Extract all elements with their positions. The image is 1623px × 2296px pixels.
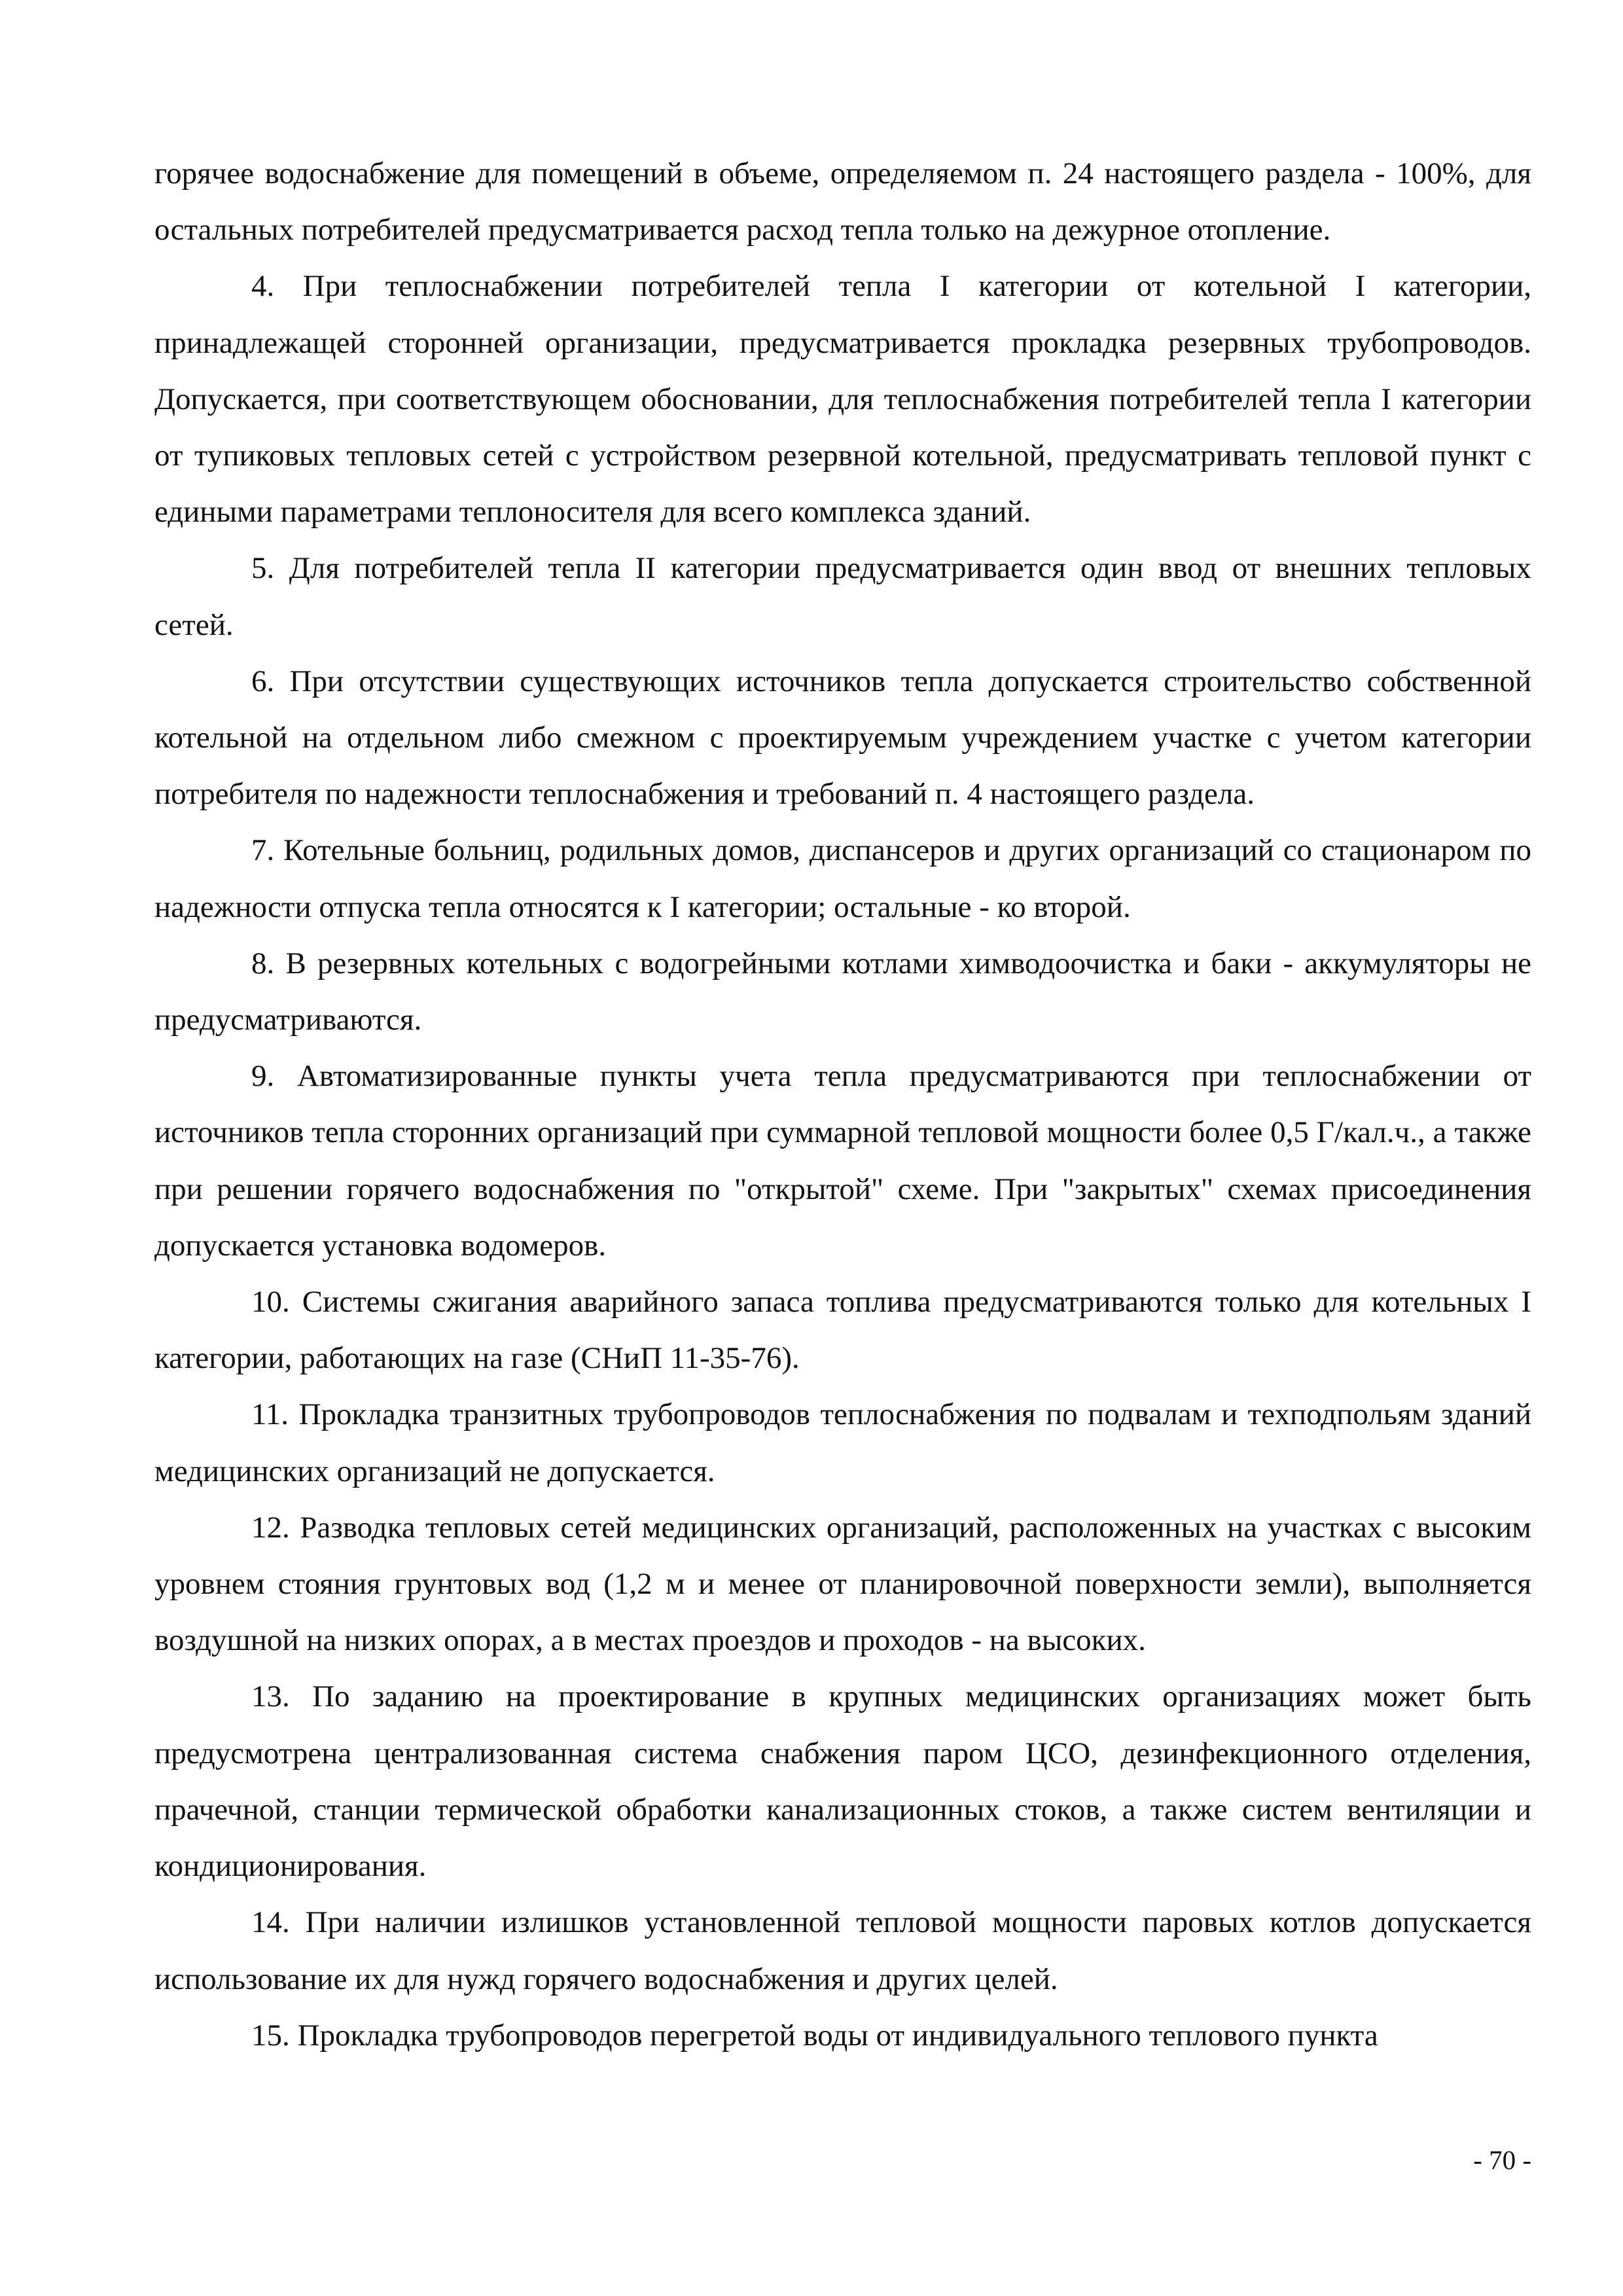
paragraph-item-12: 12. Разводка тепловых сетей медицинских организаций, расположенных на участках с высоким уровнем стояния грунтовых вод (1,2 м и менее от планировочной поверхности земли), выполняется воздушной на низких опорах, а в местах проездов и проходов - на высоких. [154, 1510, 1531, 1658]
paragraph-item-11: 11. Прокладка транзитных трубопроводов теплоснабжения по подвалам и техподпольям зданий медицинских организаций не допускается. [154, 1397, 1531, 1488]
paragraph-item-13: 13. По заданию на проектирование в крупных медицинских организациях может быть предусмотрена централизованная система снабжения паром ЦСО, дезинфекционного отделения, прачечной, станции термической обработки канализационных стоков, а также систем вентиляции и кондиционирования. [154, 1679, 1531, 1884]
paragraph-item-7: 7. Котельные больниц, родильных домов, диспансеров и других организаций со стационаром по надежности отпуска тепла относятся к I категории; остальные - ко второй. [154, 833, 1531, 924]
page-number: - 70 - [1473, 2145, 1531, 2175]
body-text [154, 145, 1531, 2064]
paragraph-item-5: 5. Для потребителей тепла II категории предусматривается один ввод от внешних тепловых сетей. [154, 551, 1531, 642]
paragraph-item-15: 15. Прокладка трубопроводов перегретой воды от индивидуального теплового пункта [251, 2018, 1378, 2053]
paragraph-item-6: 6. При отсутствии существующих источников тепла допускается строительство собственной котельной на отдельном либо смежном с проектируемым учреждением участке с учетом категории потребителя по надежности теплоснабжения и требований п. 4 настоящего раздела. [154, 664, 1531, 812]
paragraph-item-4: 4. При теплоснабжении потребителей тепла I категории от котельной I категории, принадлежащей сторонней организации, предусматривается прокладка резервных трубопроводов. Допускается, при соответствующем обосновании, для теплоснабжения потребителей тепла I категории от тупиковых тепловых сетей с устройством резервной котельной, предусматривать тепловой пункт с едиными параметрами теплоносителя для всего комплекса зданий. [154, 269, 1531, 529]
paragraph-item-8: 8. В резервных котельных с водогрейными котлами химводоочистка и баки - аккумуляторы не предусматриваются. [154, 946, 1531, 1037]
paragraph-item-10: 10. Системы сжигания аварийного запаса топлива предусматриваются только для котельных I категории, работающих на газе (СНиП 11-35-76). [154, 1285, 1531, 1376]
paragraph-item-9: 9. Автоматизированные пункты учета тепла предусматриваются при теплоснабжении от источников тепла сторонних организаций при суммарной тепловой мощности более 0,5 Г/кал.ч., а также при решении горячего водоснабжения по "открытой" схеме. При "закрытых" схемах присоединения допускается установка водомеров. [154, 1059, 1531, 1263]
paragraph-item-14: 14. При наличии излишков установленной тепловой мощности паровых котлов допускается использование их для нужд горячего водоснабжения и других целей. [154, 1905, 1531, 1996]
paragraph-continuation: горячее водоснабжение для помещений в объеме, определяемом п. 24 настоящего раздела - 100%, для остальных потребителей предусматривается расход тепла только на дежурное отопление. [154, 156, 1531, 247]
